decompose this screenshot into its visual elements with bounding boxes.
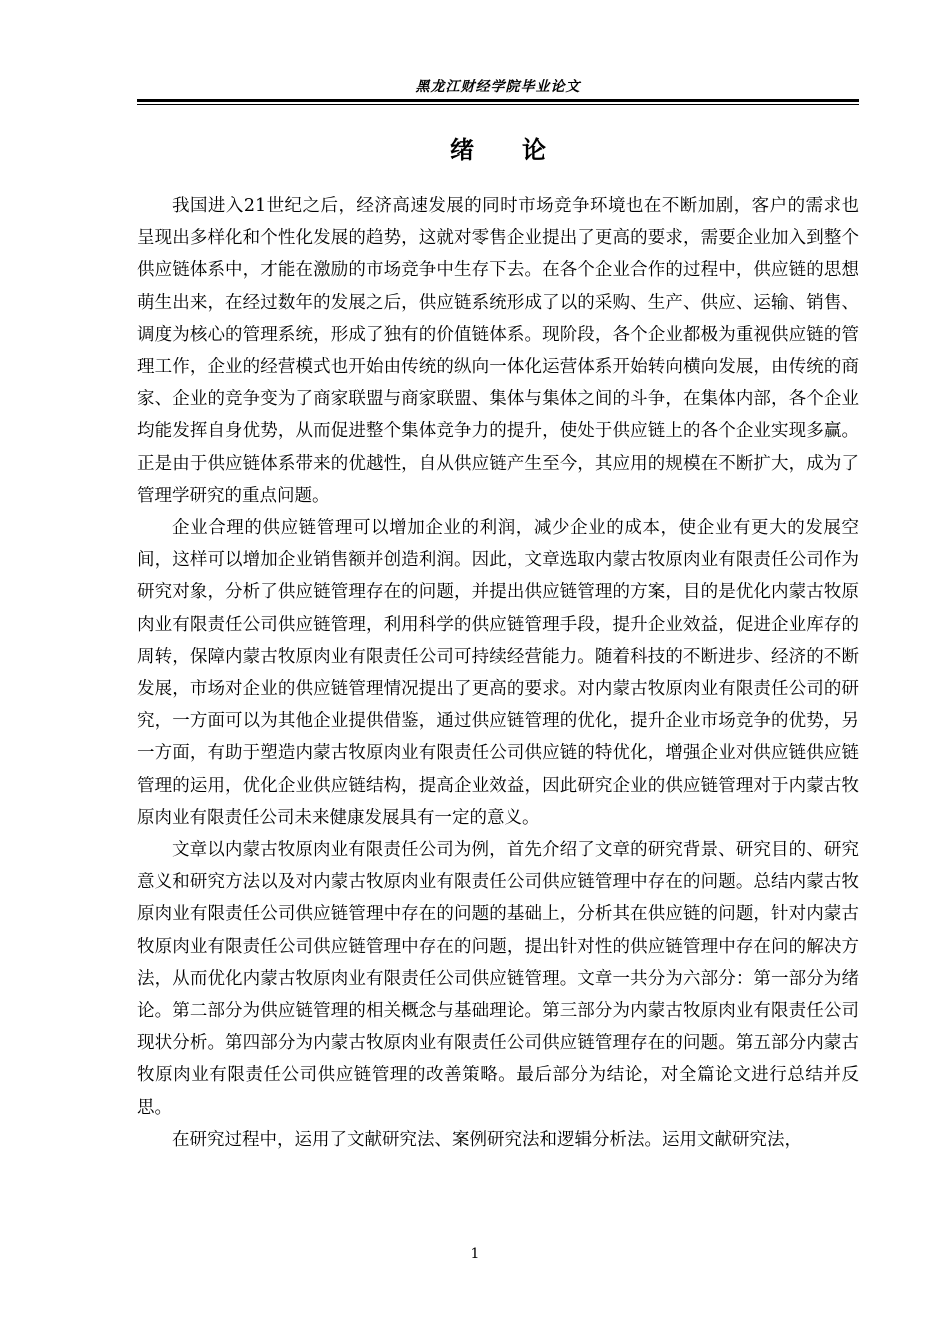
page-number: 1 [470,1246,480,1262]
paragraph: 我国进入21世纪之后，经济高速发展的同时市场竞争环境也在不断加剧，客户的需求也呈现出多样化和个性化发展的趋势，这就对零售企业提出了更高的要求，需要企业加入到整个供应链体系中，才能在激励的市场竞争中生存下去。在各个企业合作的过程中，供应链的思想萌生出来，在经过数年的发展之后，供应链系统形成了以的采购、生产、供应、运输、销售、调度为核心的管理系统，形成了独有的价值链体系。现阶段，各个企业都极为重视供应链的管理工作，企业的经营模式也开始由传统的纵向一体化运营体系开始转向横向发展，由传统的商家、企业的竞争变为了商家联盟与商家联盟、集体与集体之间的斗争，在集体内部，各个企业均能发挥自身优势，从而促进整个集体竞争力的提升，使处于供应链上的各个企业实现多赢。正是由于供应链体系带来的优越性，自从供应链产生至今，其应用的规模在不断扩大，成为了管理学研究的重点问题。 [137,196,859,506]
paragraph: 在研究过程中，运用了文献研究法、案例研究法和逻辑分析法。运用文献研究法， [172,1129,802,1150]
chapter-title-char-1: 绪 [450,136,474,164]
running-header: 黑龙江财经学院毕业论文 [415,79,581,95]
header-rule-thin [137,104,859,105]
paragraph: 文章以内蒙古牧原肉业有限责任公司为例，首先介绍了文章的研究背景、研究目的、研究意义和研究方法以及对内蒙古牧原肉业有限责任公司供应链管理中存在的问题。总结内蒙古牧原肉业有限责任公司供应链管理中存在的问题的基础上，分析其在供应链的问题，针对内蒙古牧原肉业有限责任公司供应链管理中存在的问题，提出针对性的供应链管理中存在问的解决方法，从而优化内蒙古牧原肉业有限责任公司供应链管理。文章一共分为六部分：第一部分为绪论。第二部分为供应链管理的相关概念与基础理论。第三部分为内蒙古牧原肉业有限责任公司现状分析。第四部分为内蒙古牧原肉业有限责任公司供应链管理存在的问题。第五部分内蒙古牧原肉业有限责任公司供应链管理的改善策略。最后部分为结论，对全篇论文进行总结并反思。 [137,840,859,1118]
body-text [137,190,859,1156]
chapter-title [137,132,859,168]
paragraph: 企业合理的供应链管理可以增加企业的利润，减少企业的成本，使企业有更大的发展空间，这样可以增加企业销售额并创造利润。因此，文章选取内蒙古牧原肉业有限责任公司作为研究对象，分析了供应链管理存在的问题，并提出供应链管理的方案，目的是优化内蒙古牧原肉业有限责任公司供应链管理，利用科学的供应链管理手段，提升企业效益，促进企业库存的周转，保障内蒙古牧原肉业有限责任公司可持续经营能力。随着科技的不断进步、经济的不断发展，市场对企业的供应链管理情况提出了更高的要求。对内蒙古牧原肉业有限责任公司的研究，一方面可以为其他企业提供借鉴，通过供应链管理的优化，提升企业市场竞争的优势，另一方面，有助于塑造内蒙古牧原肉业有限责任公司供应链的特优化，增强企业对供应链供应链管理的运用，优化企业供应链结构，提高企业效益，因此研究企业的供应链管理对于内蒙古牧原肉业有限责任公司未来健康发展具有一定的意义。 [137,518,859,828]
header-rule-thick [137,99,859,102]
chapter-title-char-2: 论 [522,136,546,164]
